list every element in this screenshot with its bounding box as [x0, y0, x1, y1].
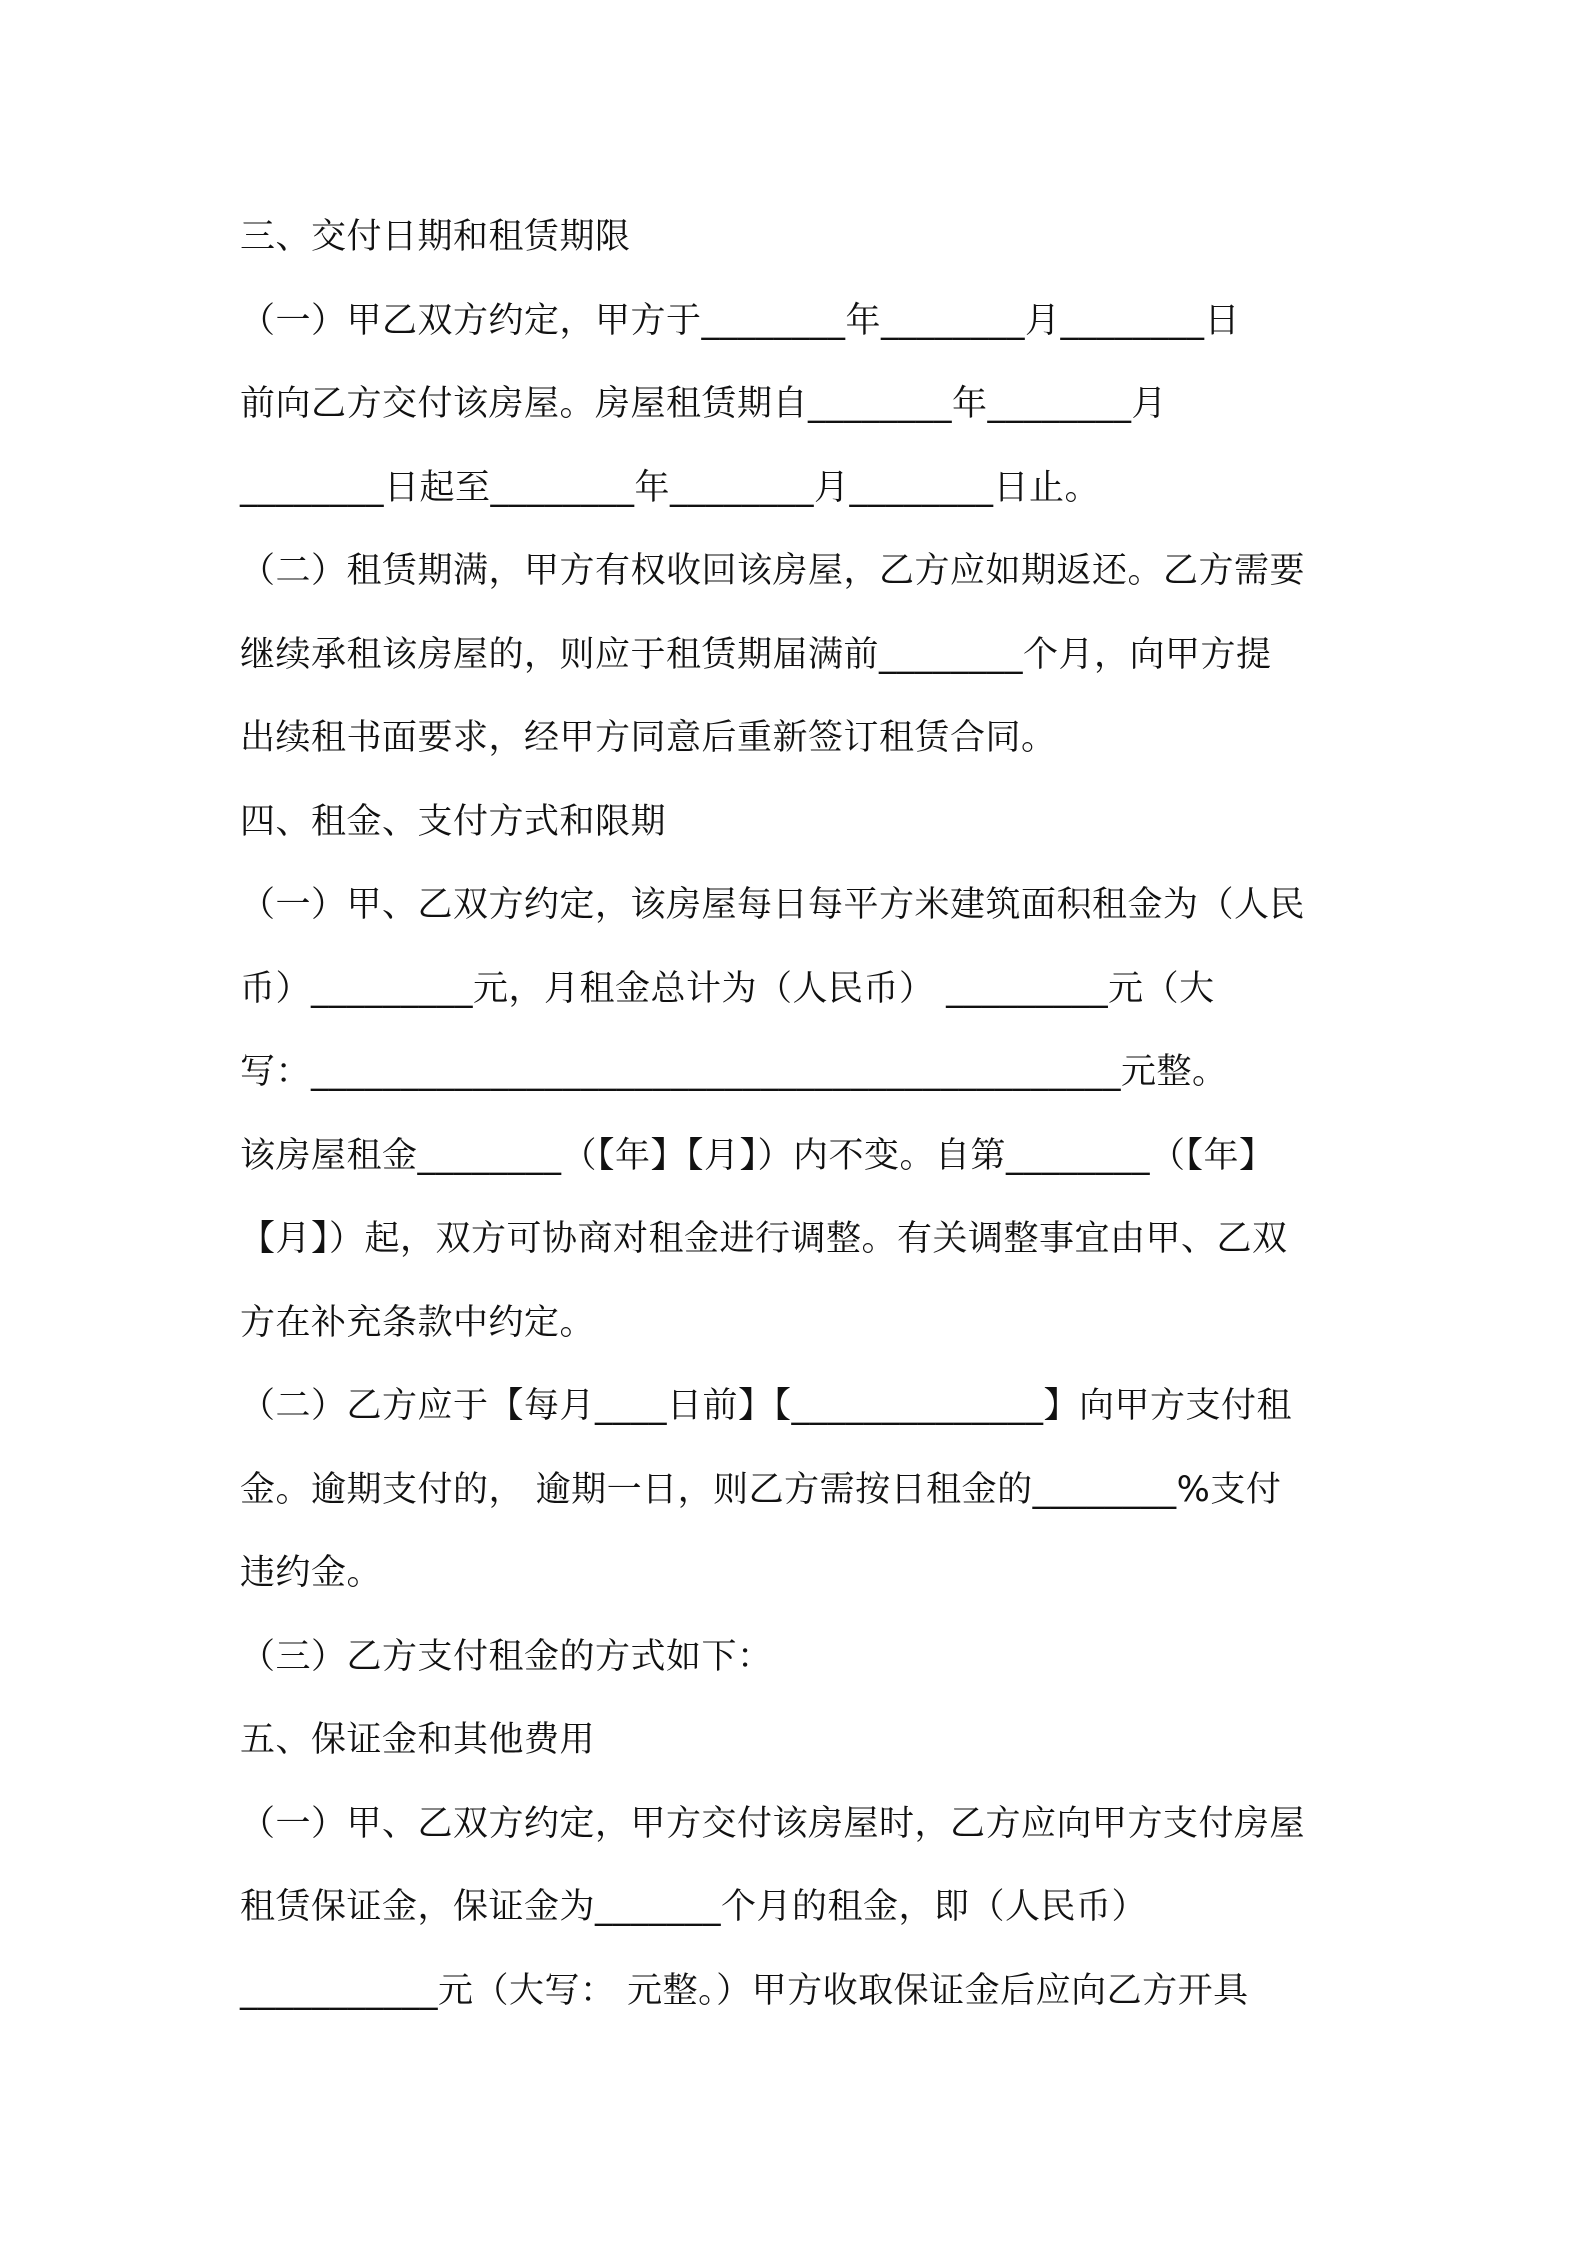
paragraph-line: 违约金。 — [240, 1553, 383, 1593]
paragraph-line: （一）甲乙双方约定，甲方于________年________月________日 — [240, 300, 1241, 341]
section-heading-deposit-fees: 五、保证金和其他费用 — [240, 1720, 596, 1760]
paragraph-line: 【月】）起，双方可协商对租金进行调整。有关调整事宜由甲、乙双 — [240, 1219, 1288, 1259]
paragraph-line: （二）乙方应于【每月____日前】【______________】向甲方支付租 — [240, 1386, 1293, 1426]
paragraph-line: 该房屋租金________（【年】【月】）内不变。自第________（【年】 — [240, 1135, 1275, 1176]
paragraph-line: （一）甲、乙双方约定，甲方交付该房屋时，乙方应向甲方支付房屋 — [240, 1803, 1306, 1844]
paragraph-line: （三）乙方支付租金的方式如下： — [240, 1636, 773, 1677]
section-heading-delivery-term: 三、交付日期和租赁期限 — [240, 217, 631, 257]
paragraph-line: 前向乙方交付该房屋。房屋租赁期自________年________月 — [240, 384, 1168, 424]
paragraph-line: 金。逾期支付的， 逾期一日，则乙方需按日租金的________%支付 — [240, 1469, 1282, 1510]
paragraph-line: （一）甲、乙双方约定，该房屋每日每平方米建筑面积租金为（人民 — [240, 885, 1306, 925]
paragraph-line: 继续承租该房屋的，则应于租赁期届满前________个月，向甲方提 — [240, 634, 1272, 675]
paragraph-line: 写：_____________________________________________元整。 — [240, 1052, 1228, 1092]
paragraph-line: 方在补充条款中约定。 — [240, 1302, 596, 1343]
paragraph-line: （二）租赁期满，甲方有权收回该房屋，乙方应如期返还。乙方需要 — [240, 551, 1306, 591]
paragraph-line: ________日起至________年________月________日止。 — [240, 467, 1101, 508]
document-body — [240, 196, 1360, 2033]
paragraph-line: 出续租书面要求，经甲方同意后重新签订租赁合同。 — [240, 718, 1057, 758]
paragraph-line: 租赁保证金，保证金为_______个月的租金，即（人民币） — [240, 1887, 1148, 1927]
paragraph-line: 币）_________元，月租金总计为（人民币） _________元（大 — [240, 968, 1215, 1009]
paragraph-line: ___________元（大写： 元整。）甲方收取保证金后应向乙方开具 — [240, 1970, 1249, 2011]
section-heading-rent-payment: 四、租金、支付方式和限期 — [240, 801, 667, 842]
